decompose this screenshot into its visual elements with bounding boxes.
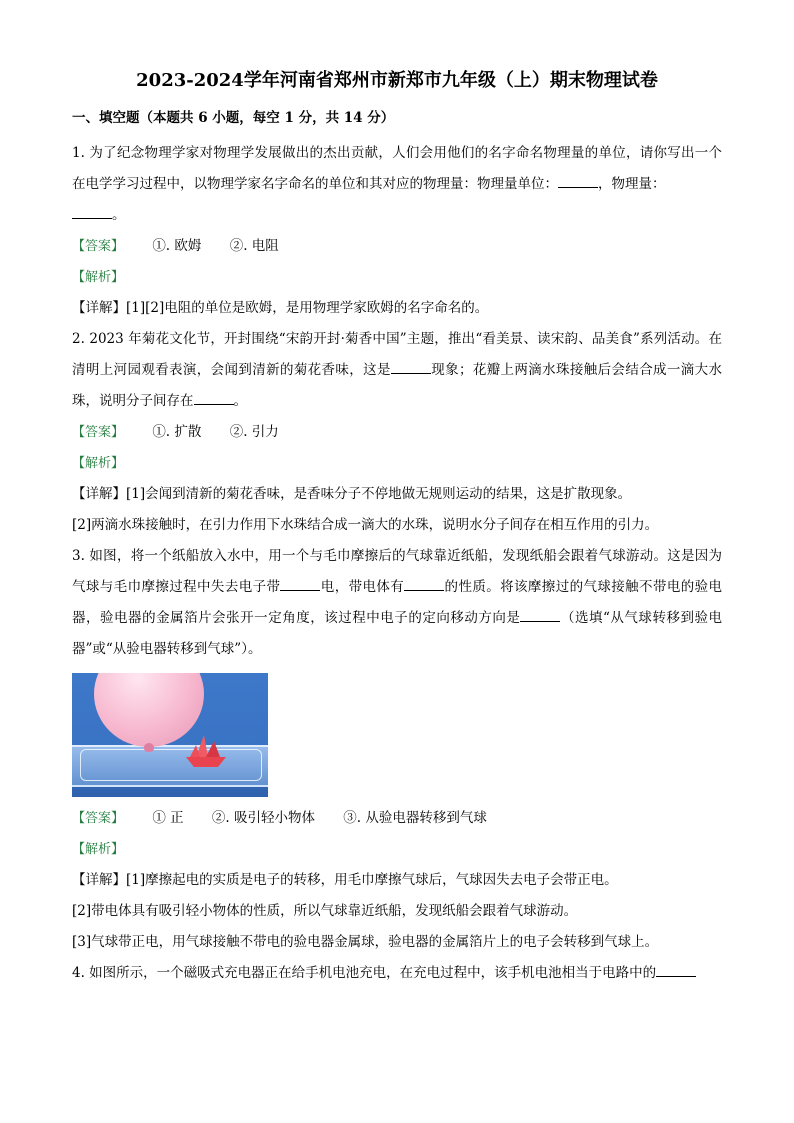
answer-row-3 xyxy=(72,803,722,834)
question-3-stem-c: 的性质。将该摩擦过的气球接触不带电的验电器，验电器的金属箔片会张开一定角度，该过程中电子的定向移动方向是 xyxy=(72,579,723,626)
section-heading: 一、填空题（本题共 6 小题，每空 1 分，共 14 分） xyxy=(72,110,395,126)
answer-item: ②. 吸引轻小物体 xyxy=(211,810,315,826)
question-2 xyxy=(72,324,722,417)
answer-item: ① 正 xyxy=(152,810,184,826)
page-title: 2023-2024学年河南省郑州市新郑市九年级（上）期末物理试卷 xyxy=(136,70,658,91)
detail-row-3c: [3]气球带正电，用气球接触不带电的验电器金属球，验电器的金属箔片上的电子会转移到气球上。 xyxy=(72,934,659,950)
answer-item: ②. 电阻 xyxy=(229,238,279,254)
detail-text: [1]摩擦起电的实质是电子的转移，用毛巾摩擦气球后，气球因失去电子会带正电。 xyxy=(126,872,618,888)
detail-text: [1][2]电阻的单位是欧姆，是用物理学家欧姆的名字命名的。 xyxy=(126,300,489,316)
answer-label: 【答案】 xyxy=(72,239,125,254)
question-2-stem-a: 2. 2023 年菊花文化节，开封围绕“宋韵开封·菊香中国”主题，推出“看美景、读宋韵、品美食”系列活动。在清明上河园观看表演，会闻到清新的菊花香味，这是 xyxy=(72,331,722,378)
answer-row-2 xyxy=(72,417,722,448)
answer-item: ②. 引力 xyxy=(229,424,279,440)
glass-tray-rim xyxy=(80,749,262,781)
question-4-stem-a: 4. 如图所示，一个磁吸式充电器正在给手机电池充电，在充电过程中，该手机电池相当于电路中的 xyxy=(72,965,657,981)
detail-label: 【详解】 xyxy=(72,486,126,502)
answer-row-1 xyxy=(72,231,722,262)
detail-row-3b: [2]带电体具有吸引轻小物体的性质，所以气球靠近纸船，发现纸船会跟着气球游动。 xyxy=(72,903,578,919)
question-1-stem-a: 1. 为了纪念物理学家对物理学发展做出的杰出贡献，人们会用他们的名字命名物理量的单位，请你写出一个在电学学习过程中，以物理学家名字命名的单位和其对应的物理量：物理量单位： xyxy=(72,145,722,192)
question-2-stem-b: 现象；花瓣上两滴水珠接触后会结合成一滴大水珠，说明分子间存在 xyxy=(72,362,723,409)
question-1-stem-c: 。 xyxy=(112,207,126,223)
balloon-boat-photo xyxy=(72,673,268,797)
exam-page xyxy=(72,66,722,989)
detail-row-2a xyxy=(72,479,722,510)
balloon-knot xyxy=(144,743,154,752)
question-3 xyxy=(72,541,722,665)
question-3-stem-d: （选填“从气球转移到验电器”或“从验电器转移到气球”）。 xyxy=(72,610,723,657)
detail-text: [1]会闻到清新的菊花香味，是香味分子不停地做无规则运动的结果，这是扩散现象。 xyxy=(126,486,632,502)
answer-blank xyxy=(280,578,320,591)
detail-row-2b: [2]两滴水珠接触时，在引力作用下水珠结合成一滴大的水珠，说明水分子间存在相互作用的引力。 xyxy=(72,517,659,533)
answer-blank xyxy=(194,392,234,405)
question-1 xyxy=(72,138,722,231)
question-2-stem-c: 。 xyxy=(233,393,247,409)
answer-blank xyxy=(656,964,696,977)
answer-label: 【答案】 xyxy=(72,425,125,440)
question-4 xyxy=(72,958,722,989)
detail-label: 【详解】 xyxy=(72,300,126,316)
analysis-label: 【解析】 xyxy=(72,270,125,285)
answer-label: 【答案】 xyxy=(72,811,125,826)
answer-item: ①. 扩散 xyxy=(152,424,202,440)
analysis-row-3 xyxy=(72,834,722,865)
question-1-stem-b: ，物理量： xyxy=(598,176,666,192)
question-3-stem-a: 3. 如图，将一个纸船放入水中，用一个与毛巾摩擦后的气球靠近纸船，发现纸船会跟着气球游动。这是因为气球与毛巾摩擦过程中失去电子带 xyxy=(72,548,722,595)
question-3-stem-b: 电，带电体有 xyxy=(320,579,405,595)
answer-item: ③. 从验电器转移到气球 xyxy=(343,810,487,826)
answer-blank xyxy=(72,206,112,219)
analysis-row-2 xyxy=(72,448,722,479)
answer-blank xyxy=(391,361,431,374)
analysis-row-1 xyxy=(72,262,722,293)
analysis-label: 【解析】 xyxy=(72,456,125,471)
answer-item: ①. 欧姆 xyxy=(152,238,202,254)
analysis-label: 【解析】 xyxy=(72,842,125,857)
answer-blank xyxy=(520,609,560,622)
answer-blank xyxy=(404,578,444,591)
detail-label: 【详解】 xyxy=(72,872,126,888)
detail-row-3a xyxy=(72,865,722,896)
detail-row-1 xyxy=(72,293,722,324)
answer-blank xyxy=(558,175,598,188)
